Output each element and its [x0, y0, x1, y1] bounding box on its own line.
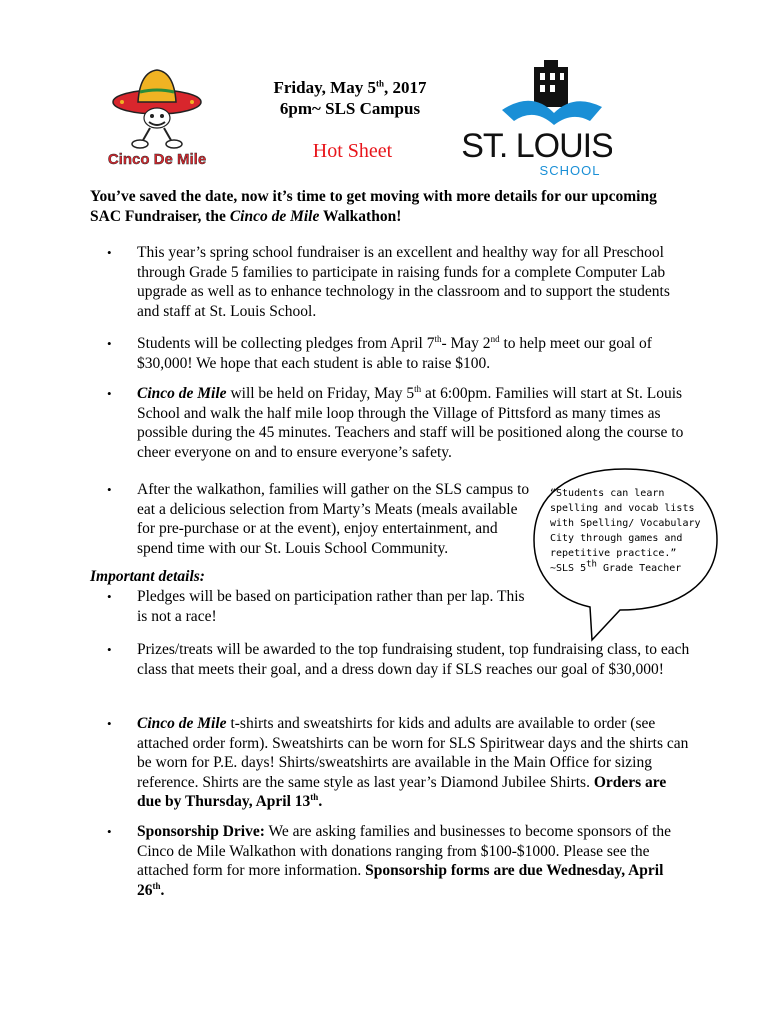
list-item: • Cinco de Mile will be held on Friday, May 5th at 6:00pm. Families will start at St. Louis School and walk the half mile loop through the Village of Pittsford as many times as possible during the 45 minutes. Teachers and staff will be positioned along the course to cheer everyone on and to ensure everyone’s safety. — [115, 384, 695, 462]
event-time-location: 6pm~ SLS Campus — [279, 99, 421, 118]
st-louis-logo-main-text: ST. LOUIS — [462, 127, 612, 165]
cinco-de-mile-logo — [100, 62, 215, 172]
list-item: • Pledges will be based on participation rather than per lap. This is not a race! — [115, 587, 535, 626]
list-item: • This year’s spring school fundraiser is an excellent and healthy way for all Preschool through Grade 5 families to participate in raising funds for a complete Computer Lab upgrade as well as to enhance technology in the classroom and to support the students and staff at St. Louis School. — [115, 243, 675, 321]
list-item: • Cinco de Mile t-shirts and sweatshirts for kids and adults are available to order (see attached order form). Sweatshirts can be worn for SLS Spiritwear days and the shirts can be worn for P.E. days! Shirts/sweatshirts are available in the Main Office for sizing reference. Shirts are the same style as last year’s Diamond Jubilee Shirts. Orders are due by Thursday, April 13th. — [115, 714, 690, 812]
cinco-de-mile-logo-text: Cinco De Mile — [107, 151, 207, 168]
page-title: Hot Sheet — [312, 140, 393, 162]
testimonial-quote: “Students can learn spelling and vocab lists with Spelling/ Vocabulary City through games and repetitive practice.” ~SLS 5th Grade Teacher — [550, 488, 701, 574]
event-date: Friday, May 5th, 2017 — [273, 78, 427, 97]
list-item: • After the walkathon, families will gather on the SLS campus to eat a delicious selection from Marty’s Meats (meals available for pre-purchase or at the event), enjoy entertainment, and spend time with our St. Louis School Community. — [115, 480, 535, 558]
list-item: • Students will be collecting pledges from April 7th- May 2nd to help meet our goal of $30,000! We hope that each student is able to raise $100. — [115, 334, 675, 373]
list-item: • Prizes/treats will be awarded to the top fundraising student, top fundraising class, to each class that meets their goal, and a dress down day if SLS reaches our goal of $30,000! — [115, 640, 690, 679]
important-details-heading: Important details: — [90, 568, 205, 585]
intro-paragraph: You’ve saved the date, now it’s time to get moving with more details for our upcoming SAC Fundraiser, the Cinco de Mile Walkathon! — [90, 188, 657, 225]
st-louis-school-logo — [462, 55, 612, 180]
st-louis-logo-sub-text: SCHOOL — [539, 163, 601, 178]
list-item: • Sponsorship Drive: We are asking families and businesses to become sponsors of the Cinco de Mile Walkathon with donations ranging from $100-$1000. Please see the attached form for more information. Sponsorship forms are due Wednesday, April 26th. — [115, 822, 685, 900]
